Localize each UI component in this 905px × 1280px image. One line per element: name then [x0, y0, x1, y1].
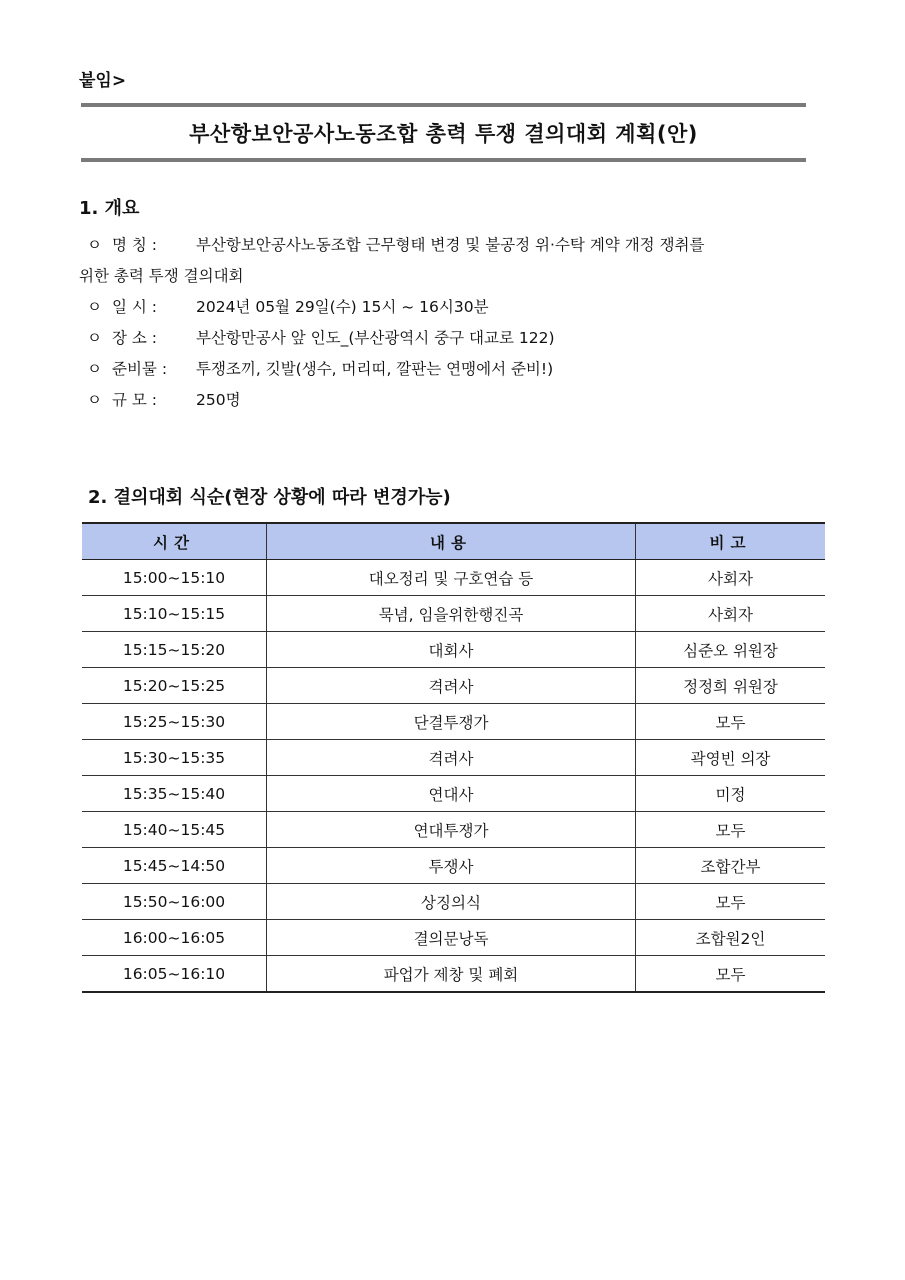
- column-header-content: 내용: [267, 523, 636, 560]
- overview-label: 준비물 :: [111, 360, 168, 378]
- table-row: [82, 632, 825, 668]
- note-cell: 심준오 위원장: [636, 632, 826, 668]
- content-cell: 상징의식: [267, 884, 636, 920]
- table-row: [82, 704, 825, 740]
- table-row: [82, 596, 825, 632]
- time-cell: 15:25~15:30: [82, 704, 267, 740]
- table-row: [82, 956, 825, 993]
- overview-item-name-cont: [79, 261, 831, 292]
- content-cell: 연대사: [267, 776, 636, 812]
- note-cell: 조합원2인: [636, 920, 826, 956]
- note-cell: 모두: [636, 956, 826, 993]
- overview-item-supplies: [79, 354, 831, 385]
- overview-value: 2024년 05월 29일(수) 15시 ~ 16시30분: [195, 298, 489, 316]
- note-cell: 조합간부: [636, 848, 826, 884]
- bullet-icon: ㅇ: [87, 298, 102, 316]
- table-header-row: [82, 523, 825, 560]
- overview-item-scale: [79, 385, 831, 416]
- table-row: [82, 668, 825, 704]
- note-cell: 정정희 위원장: [636, 668, 826, 704]
- content-cell: 격려사: [267, 740, 636, 776]
- document-title-box: [81, 103, 806, 162]
- bullet-icon: ㅇ: [87, 236, 102, 254]
- time-cell: 15:50~16:00: [82, 884, 267, 920]
- note-cell: 사회자: [636, 560, 826, 596]
- content-cell: 대오정리 및 구호연습 등: [267, 560, 636, 596]
- content-cell: 투쟁사: [267, 848, 636, 884]
- bullet-icon: ㅇ: [87, 391, 102, 409]
- note-cell: 모두: [636, 884, 826, 920]
- overview-label: 일 시 :: [111, 298, 158, 316]
- content-cell: 결의문낭독: [267, 920, 636, 956]
- column-header-time: 시간: [82, 523, 267, 560]
- time-cell: 15:15~15:20: [82, 632, 267, 668]
- overview-list: [79, 230, 831, 416]
- overview-item-place: [79, 323, 831, 354]
- note-cell: 곽영빈 의장: [636, 740, 826, 776]
- content-cell: 연대투쟁가: [267, 812, 636, 848]
- overview-value: 부산항보안공사노동조합 근무형태 변경 및 불공정 위·수탁 계약 개정 쟁취를: [195, 236, 705, 254]
- bullet-icon: ㅇ: [87, 329, 102, 347]
- overview-value: 부산항만공사 앞 인도_(부산광역시 중구 대교로 122): [195, 329, 555, 347]
- overview-label: 규 모 :: [111, 391, 158, 409]
- time-cell: 15:45~14:50: [82, 848, 267, 884]
- attachment-label: 붙임>: [79, 71, 127, 91]
- column-header-note: 비고: [636, 523, 826, 560]
- time-cell: 15:35~15:40: [82, 776, 267, 812]
- time-cell: 16:05~16:10: [82, 956, 267, 993]
- time-cell: 15:00~15:10: [82, 560, 267, 596]
- table-row: [82, 884, 825, 920]
- content-cell: 단결투쟁가: [267, 704, 636, 740]
- table-row: [82, 920, 825, 956]
- overview-value: 투쟁조끼, 깃발(생수, 머리띠, 깔판는 연맹에서 준비!): [195, 360, 554, 378]
- content-cell: 파업가 제창 및 폐회: [267, 956, 636, 993]
- document-title: 부산항보안공사노동조합 총력 투쟁 결의대회 계획(안): [189, 121, 698, 146]
- content-cell: 대회사: [267, 632, 636, 668]
- time-cell: 16:00~16:05: [82, 920, 267, 956]
- table-row: [82, 740, 825, 776]
- overview-value: 위한 총력 투쟁 결의대회: [79, 267, 244, 285]
- note-cell: 사회자: [636, 596, 826, 632]
- bullet-icon: ㅇ: [87, 360, 102, 378]
- content-cell: 격려사: [267, 668, 636, 704]
- table-row: [82, 812, 825, 848]
- schedule-table: [82, 522, 825, 993]
- note-cell: 모두: [636, 704, 826, 740]
- table-row: [82, 848, 825, 884]
- overview-item-name: [79, 230, 831, 261]
- section-1-heading: 1. 개요: [79, 198, 140, 219]
- table-row: [82, 776, 825, 812]
- overview-label: 장 소 :: [111, 329, 158, 347]
- time-cell: 15:10~15:15: [82, 596, 267, 632]
- note-cell: 모두: [636, 812, 826, 848]
- note-cell: 미정: [636, 776, 826, 812]
- section-2-heading: 2. 결의대회 식순(현장 상황에 따라 변경가능): [88, 487, 451, 508]
- overview-item-datetime: [79, 292, 831, 323]
- overview-value: 250명: [195, 391, 241, 409]
- time-cell: 15:40~15:45: [82, 812, 267, 848]
- content-cell: 묵념, 임을위한행진곡: [267, 596, 636, 632]
- time-cell: 15:30~15:35: [82, 740, 267, 776]
- overview-label: 명 칭 :: [111, 236, 158, 254]
- time-cell: 15:20~15:25: [82, 668, 267, 704]
- table-row: [82, 560, 825, 596]
